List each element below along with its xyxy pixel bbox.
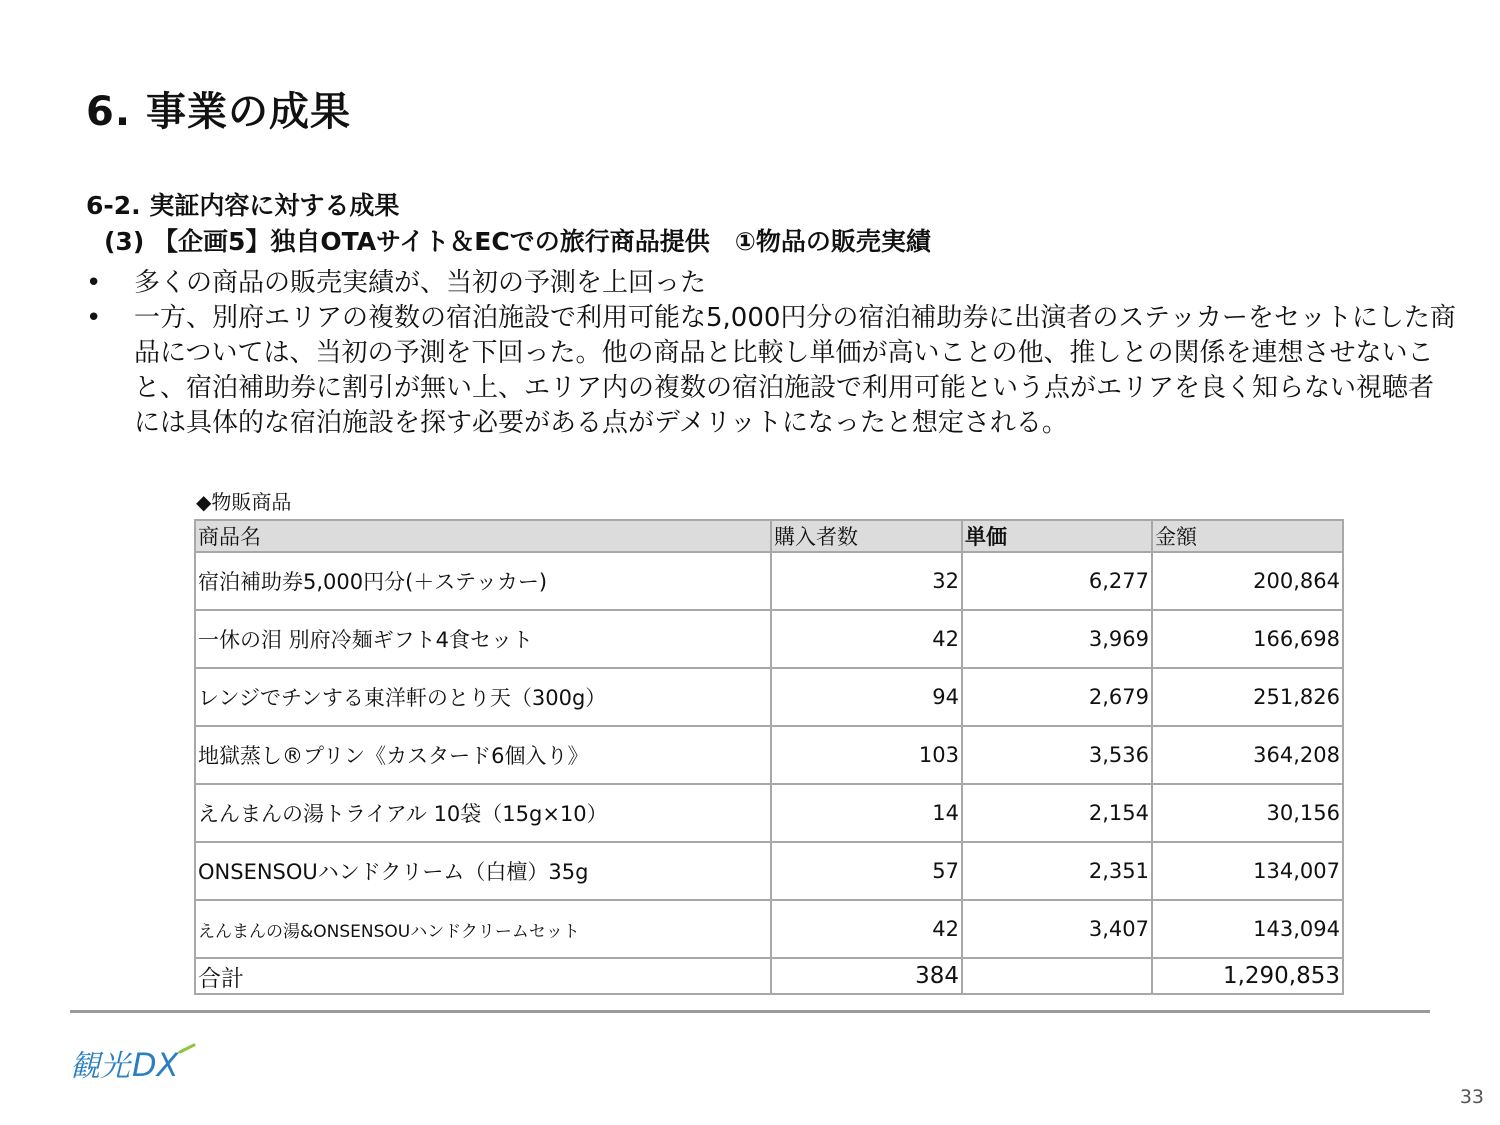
bullet-item: • 一方、別府エリアの複数の宿泊施設で利用可能な5,000円分の宿泊補助券に出演者のステッカーをセットにした商品については、当初の予測を下回った。他の商品と比較し単価が高いことの他、推しとの関係を連想させないこと、宿泊補助券に割引が無い上、エリア内の複数の宿泊施設で利用可能という点がエリアを良く知らない視聴者には具体的な宿泊施設を探す必要がある点がデメリットになったと想定される。 [86, 301, 1456, 441]
amount-cell: 251,826 [1152, 668, 1343, 726]
table-total-row [195, 958, 1343, 994]
table-row [195, 842, 1343, 900]
subtitle-line-2: (3) 【企画5】独自OTAサイト＆ECでの旅行商品提供 ①物品の販売実績 [104, 227, 931, 256]
amount-cell: 30,156 [1152, 784, 1343, 842]
table-header-row [195, 520, 1343, 552]
total-amount-cell: 1,290,853 [1152, 958, 1343, 994]
buyers-cell: 94 [771, 668, 962, 726]
subtitle-line-1: 6-2. 実証内容に対する成果 [86, 191, 400, 220]
unit-price-cell: 2,154 [962, 784, 1152, 842]
amount-cell: 143,094 [1152, 900, 1343, 958]
table-row [195, 610, 1343, 668]
product-name-cell: 地獄蒸し®プリン《カスタード6個入り》 [195, 726, 771, 784]
amount-cell: 134,007 [1152, 842, 1343, 900]
section-subtitle [86, 188, 931, 260]
total-label-cell: 合計 [195, 958, 771, 994]
products-table [194, 519, 1344, 995]
buyers-cell: 42 [771, 900, 962, 958]
product-name-cell: 一休の泪 別府冷麺ギフト4食セット [195, 610, 771, 668]
buyers-cell: 103 [771, 726, 962, 784]
amount-cell: 364,208 [1152, 726, 1343, 784]
amount-cell: 166,698 [1152, 610, 1343, 668]
product-name-cell: えんまんの湯トライアル 10袋（15g×10） [195, 784, 771, 842]
kanko-dx-logo [70, 1042, 200, 1084]
footer-divider [70, 1010, 1430, 1013]
page-number: 33 [1459, 1086, 1484, 1108]
header-product-name: 商品名 [195, 520, 771, 552]
product-name-cell: ONSENSOUハンドクリーム（白檀）35g [195, 842, 771, 900]
table-row [195, 668, 1343, 726]
buyers-cell: 14 [771, 784, 962, 842]
table-row [195, 900, 1343, 958]
buyers-cell: 42 [771, 610, 962, 668]
total-unit-price-cell [962, 958, 1152, 994]
buyers-cell: 57 [771, 842, 962, 900]
bullet-item: • 多くの商品の販売実績が、当初の予測を上回った [86, 266, 1456, 301]
page-title: 6. 事業の成果 [86, 89, 351, 135]
svg-text:観光: 観光 [70, 1049, 130, 1084]
amount-cell: 200,864 [1152, 552, 1343, 610]
unit-price-cell: 6,277 [962, 552, 1152, 610]
svg-text:DX: DX [132, 1046, 179, 1084]
bullet-list [86, 266, 1456, 441]
header-unit-price: 単価 [962, 520, 1152, 552]
table-row [195, 726, 1343, 784]
unit-price-cell: 3,407 [962, 900, 1152, 958]
unit-price-cell: 3,969 [962, 610, 1152, 668]
header-buyers: 購入者数 [771, 520, 962, 552]
buyers-cell: 32 [771, 552, 962, 610]
total-buyers-cell: 384 [771, 958, 962, 994]
product-name-cell: 宿泊補助券5,000円分(＋ステッカー) [195, 552, 771, 610]
unit-price-cell: 2,679 [962, 668, 1152, 726]
unit-price-cell: 2,351 [962, 842, 1152, 900]
table-caption: ◆物販商品 [196, 490, 292, 514]
product-name-cell: レンジでチンする東洋軒のとり天（300g） [195, 668, 771, 726]
unit-price-cell: 3,536 [962, 726, 1152, 784]
table-row [195, 552, 1343, 610]
table-row [195, 784, 1343, 842]
header-amount: 金額 [1152, 520, 1343, 552]
product-name-cell: えんまんの湯&ONSENSOUハンドクリームセット [195, 900, 771, 958]
